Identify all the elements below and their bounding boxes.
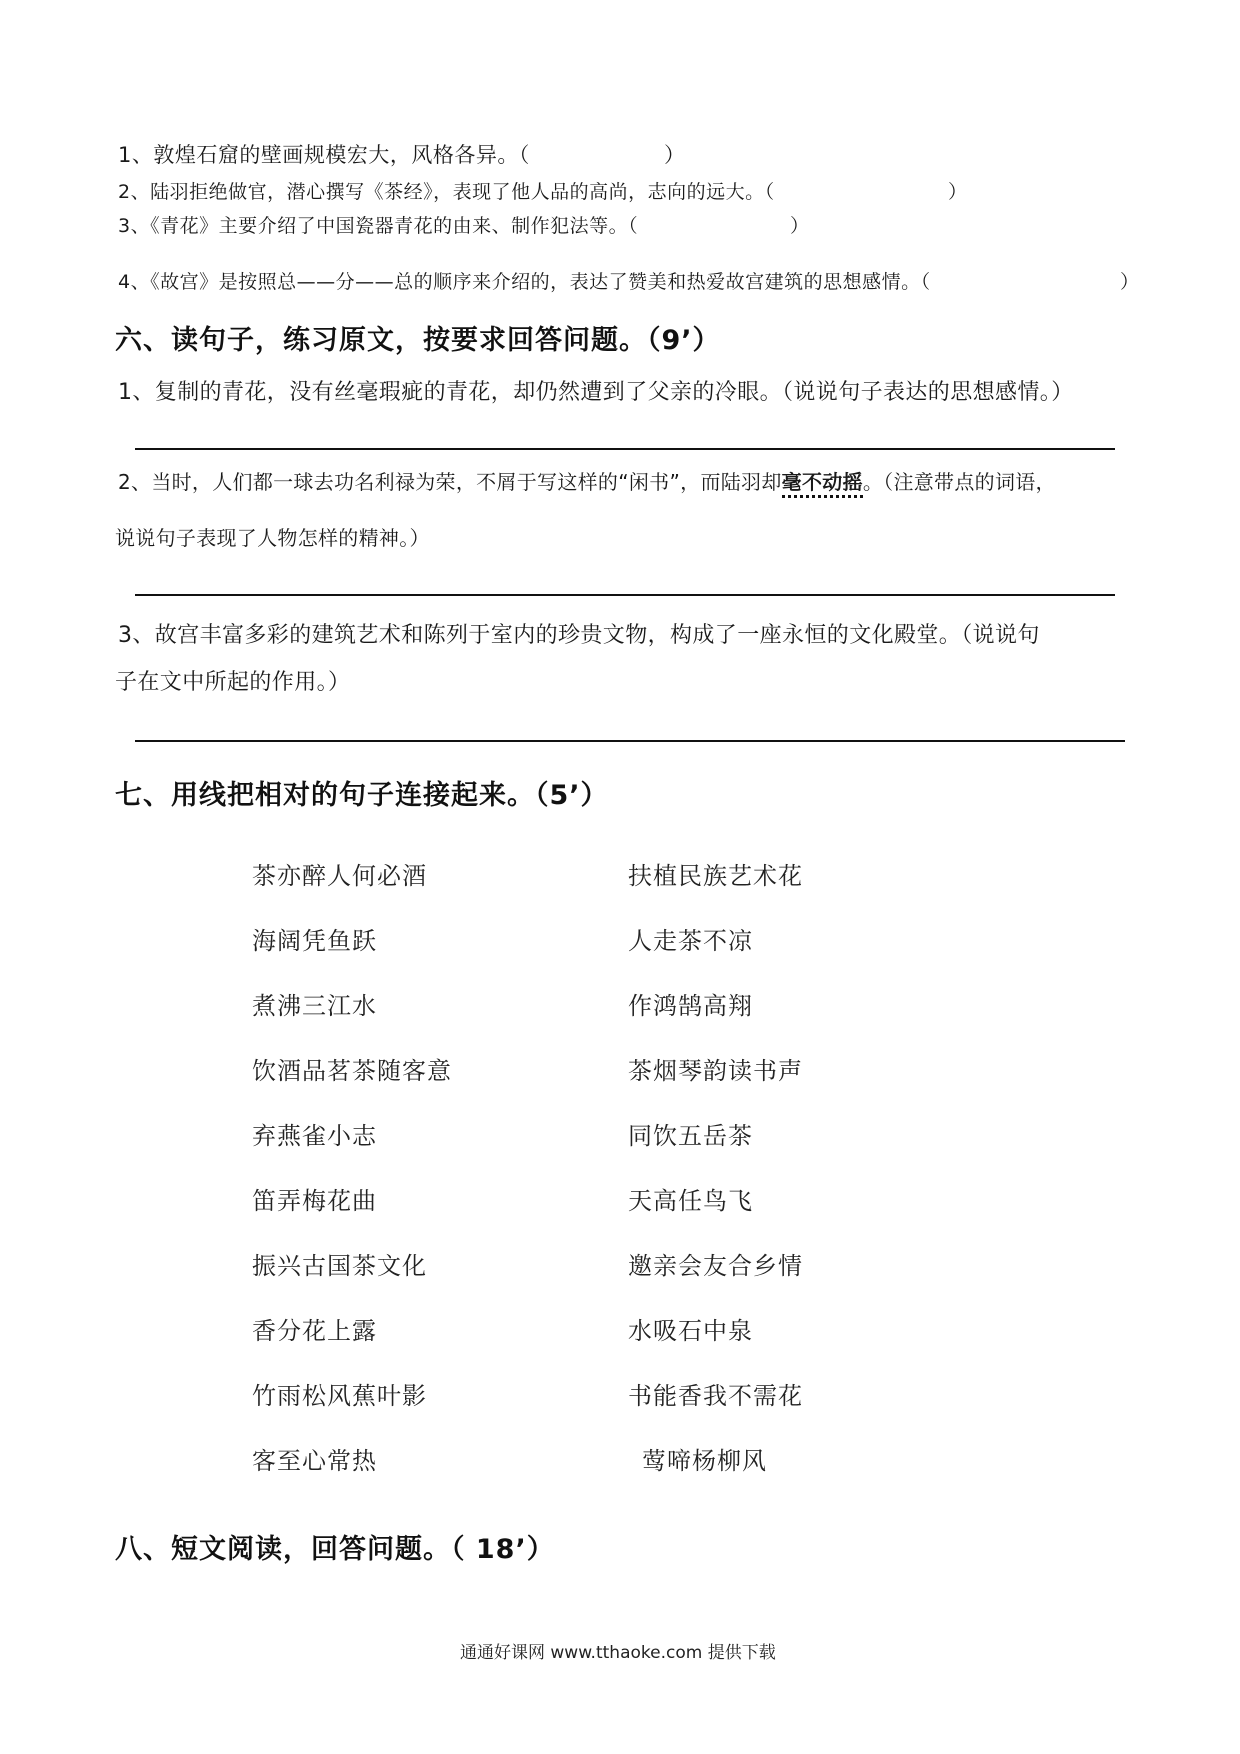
match-left-item[interactable]: 饮酒品茗茶随客意 (252, 1057, 452, 1085)
match-left-item[interactable]: 笛弄梅花曲 (252, 1187, 377, 1215)
match-left-item[interactable]: 竹雨松风蕉叶影 (252, 1382, 427, 1410)
match-right-item[interactable]: 邀亲会友合乡情 (628, 1252, 803, 1280)
match-right-item[interactable]: 同饮五岳茶 (628, 1122, 753, 1150)
judgement-item-4: 4、《故宫》是按照总——分——总的顺序来介绍的，表达了赞美和热爱故宫建筑的思想感情。（ (118, 271, 931, 293)
dotted-emphasis-words: 毫不动摇 (782, 470, 863, 498)
match-left-item[interactable]: 煮沸三江水 (252, 992, 377, 1020)
answer-line-6-1[interactable] (135, 448, 1115, 450)
match-right-item[interactable]: 书能香我不需花 (628, 1382, 803, 1410)
section-7-heading: 七、用线把相对的句子连接起来。（5’） (115, 780, 609, 811)
question-6-1: 1、复制的青花，没有丝毫瑕疵的青花，却仍然遭到了父亲的冷眼。（说说句子表达的思想感情。） (118, 380, 1074, 405)
judgement-paren-1[interactable]: ） (664, 143, 686, 167)
page-footer: 通通好课网 www.tthaoke.com 提供下载 (460, 1643, 776, 1663)
match-right-item[interactable]: 作鸿鹄高翔 (628, 992, 753, 1020)
question-6-2-line-2: 说说句子表现了人物怎样的精神。） (115, 526, 430, 550)
judgement-paren-2[interactable]: ） (948, 181, 968, 203)
section-6-heading: 六、读句子，练习原文，按要求回答问题。（9’） (115, 325, 721, 356)
match-right-item[interactable]: 莺啼杨柳风 (642, 1447, 767, 1475)
question-6-3-line-2: 子在文中所起的作用。） (115, 670, 351, 695)
match-left-item[interactable]: 香分花上露 (252, 1317, 377, 1345)
match-left-item[interactable]: 振兴古国茶文化 (252, 1252, 427, 1280)
judgement-item-2: 2、陆羽拒绝做官，潜心撰写《茶经》，表现了他人品的高尚，志向的远大。（ (118, 181, 775, 203)
answer-line-6-3[interactable] (135, 740, 1125, 742)
question-6-3: 3、故宫丰富多彩的建筑艺术和陈列于室内的珍贵文物，构成了一座永恒的文化殿堂。（说说句 (118, 623, 1040, 648)
judgement-item-1: 1、敦煌石窟的壁画规模宏大，风格各异。（ (118, 143, 530, 167)
match-right-item[interactable]: 人走茶不凉 (628, 927, 753, 955)
match-right-item[interactable]: 扶植民族艺术花 (628, 862, 803, 890)
answer-line-6-2[interactable] (135, 594, 1115, 596)
judgement-item-3: 3、《青花》主要介绍了中国瓷器青花的由来、制作犯法等。（ (118, 215, 639, 237)
question-6-2: 2、当时，人们都一球去功名利禄为荣，不屑于写这样的“闲书”，而陆羽却毫不动摇。（注意带点的词语， (118, 466, 1056, 498)
match-right-item[interactable]: 水吸石中泉 (628, 1317, 753, 1345)
section-8-heading: 八、短文阅读，回答问题。（ 18’） (115, 1534, 555, 1565)
judgement-paren-4[interactable]: ） (1120, 271, 1140, 293)
match-left-item[interactable]: 海阔凭鱼跃 (252, 927, 377, 955)
match-left-item[interactable]: 客至心常热 (252, 1447, 377, 1475)
match-left-item[interactable]: 弃燕雀小志 (252, 1122, 377, 1150)
judgement-paren-3[interactable]: ） (790, 215, 810, 237)
match-left-item[interactable]: 茶亦醉人何必酒 (252, 862, 427, 890)
match-right-item[interactable]: 茶烟琴韵读书声 (628, 1057, 803, 1085)
match-right-item[interactable]: 天高任鸟飞 (628, 1187, 753, 1215)
